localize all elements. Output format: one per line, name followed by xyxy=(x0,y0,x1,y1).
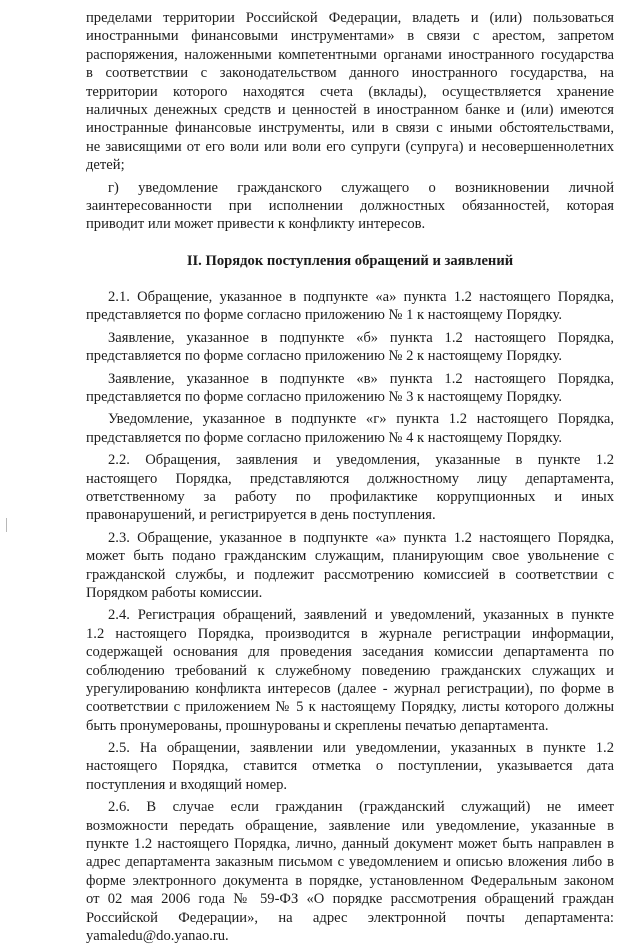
text-line: 2.1. Обращение, указанное в подпункте «а» пункта 1.2 настоящего Порядка, xyxy=(108,289,614,306)
paragraph-2-4 xyxy=(86,606,614,735)
text-line: может быть подано гражданским служащим, планирующим свое увольнение с xyxy=(86,548,614,565)
text-line: территории которого находятся счета (вклады), осуществляется хранение xyxy=(86,83,614,100)
text-line: 2.6. В случае если гражданин (гражданский служащий) не имеет xyxy=(108,799,614,816)
text-line: в соответствии с законодательством данного иностранного государства, на xyxy=(86,65,614,82)
text-line: г) уведомление гражданского служащего о возникновении личной xyxy=(108,179,614,196)
text-line: поступления и входящий номер. xyxy=(86,776,288,793)
paragraph-statement-v xyxy=(86,370,614,407)
text-line: yamaledu@do.yanao.ru. xyxy=(86,927,229,944)
text-line: детей; xyxy=(86,157,125,174)
text-line: содержащей основания для проведения заседания комиссии департамента по xyxy=(86,644,614,661)
text-line: представляется по форме согласно приложению № 1 к настоящему Порядку. xyxy=(86,307,562,324)
text-line: Уведомление, указанное в подпункте «г» пункта 1.2 настоящего Порядка, xyxy=(108,411,614,428)
paragraph-2-2 xyxy=(86,451,614,525)
paragraph-2-1 xyxy=(86,288,614,325)
paragraph-2-3 xyxy=(86,529,614,603)
paragraph-statement-b xyxy=(86,329,614,366)
text-line: возможности передать обращение, заявление или уведомление, указанные в xyxy=(86,817,614,834)
text-line: Порядком работы комиссии. xyxy=(86,584,263,601)
text-line: иностранными финансовыми инструментами» в связи с арестом, запретом xyxy=(86,28,614,45)
text-line: 2.3. Обращение, указанное в подпункте «а» пункта 1.2 настоящего Порядка, xyxy=(108,529,614,546)
text-line: Заявление, указанное в подпункте «в» пункта 1.2 настоящего Порядка, xyxy=(108,370,614,387)
text-line: пункте 1.2 настоящего Порядка, лично, данный документ может быть направлен в xyxy=(86,836,614,853)
text-line: соответствии с приложением № 5 к настоящему Порядку, листы которого должны xyxy=(86,699,614,716)
text-line: настоящего Порядка, представляются должностному лицу департамента, xyxy=(86,470,614,487)
text-line: Российской Федерации», на адрес электронной почты департамента: xyxy=(86,909,614,926)
paragraph-2-5 xyxy=(86,739,614,794)
text-line: приводит или может привести к конфликту интересов. xyxy=(86,216,426,233)
text-line: 2.5. На обращении, заявлении или уведомлении, указанных в пункте 1.2 xyxy=(108,740,614,757)
text-line: 2.2. Обращения, заявления и уведомления, указанные в пункте 1.2 xyxy=(108,452,614,469)
text-line: распоряжения, наложенными компетентными органами иностранного государства xyxy=(86,46,614,63)
section-heading: II. Порядок поступления обращений и заявлений xyxy=(186,252,514,269)
text-line: правонарушений, и регистрируется в день поступления. xyxy=(86,507,436,524)
text-line: заинтересованности при исполнении должностных обязанностей, которая xyxy=(86,197,614,214)
text-line: наличных денежных средств и ценностей в иностранном банке и (или) имеются xyxy=(86,101,614,118)
document-page xyxy=(86,9,614,945)
text-line: соблюдению требований к служебному поведению гражданских служащих и xyxy=(86,662,614,679)
text-line: урегулированию конфликта интересов (далее - журнал регистрации), по форме в xyxy=(86,680,614,697)
text-line: представляется по форме согласно приложению № 4 к настоящему Порядку. xyxy=(86,429,562,446)
text-line: ответственному за работу по профилактике коррупционных и иных xyxy=(86,488,614,505)
text-line: пределами территории Российской Федерации, владеть и (или) пользоваться xyxy=(86,10,614,26)
text-line: гражданской службы, и подлежит рассмотрению комиссией в соответствии с xyxy=(86,566,614,583)
text-line: представляется по форме согласно приложению № 3 к настоящему Порядку. xyxy=(86,389,562,406)
text-line: 1.2 настоящего Порядка, производится в журнале регистрации информации, xyxy=(86,625,614,642)
scan-margin-mark xyxy=(6,518,7,532)
paragraph-notification-g xyxy=(86,410,614,447)
text-line: форме электронного документа в порядке, установленном Федеральным законом xyxy=(86,872,614,889)
text-line: представляется по форме согласно приложению № 2 к настоящему Порядку. xyxy=(86,348,562,365)
text-line: иностранные финансовые инструменты, или в связи с иными обстоятельствами, xyxy=(86,120,614,137)
text-line: адрес департамента заказным письмом с уведомлением и описью вложения либо в xyxy=(86,854,614,871)
text-line: быть пронумерованы, прошнурованы и скреплены печатью департамента. xyxy=(86,717,549,734)
paragraph-2-6 xyxy=(86,798,614,945)
text-line: Заявление, указанное в подпункте «б» пункта 1.2 настоящего Порядка, xyxy=(108,329,614,346)
intro-paragraph xyxy=(86,9,614,175)
item-g-paragraph xyxy=(86,179,614,234)
text-line: от 02 мая 2006 года № 59-ФЗ «О порядке рассмотрения обращений граждан xyxy=(86,891,614,908)
text-line: 2.4. Регистрация обращений, заявлений и уведомлений, указанных в пункте xyxy=(108,607,614,624)
text-line: настоящего Порядка, ставится отметка о поступлении, указывается дата xyxy=(86,758,614,775)
text-line: не зависящими от его воли или воли его супруги (супруга) и несовершеннолетних xyxy=(86,138,614,155)
